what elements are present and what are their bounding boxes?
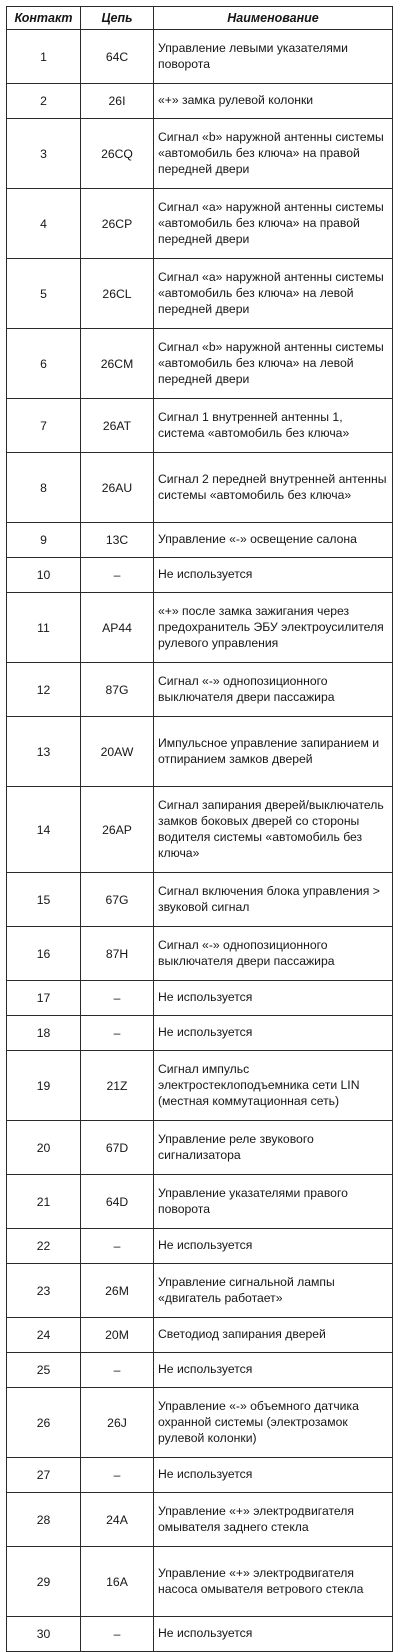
circuit-cell: 26J [81,1388,154,1458]
circuit-cell: – [81,1617,154,1652]
name-cell: Не используется [154,1617,393,1652]
circuit-cell: 64D [81,1175,154,1229]
table-row [7,787,393,873]
contact-cell: 20 [7,1121,81,1175]
contact-cell: 22 [7,1229,81,1264]
contact-cell: 21 [7,1175,81,1229]
table-row [7,1458,393,1493]
circuit-cell: AP44 [81,593,154,663]
table-row [7,329,393,399]
name-cell: Сигнал «-» однопозиционного выключателя двери пассажира [154,663,393,717]
contact-cell: 30 [7,1617,81,1652]
circuit-cell: 13C [81,523,154,558]
name-cell: Сигнал 2 передней внутренней антенны системы «автомобиль без ключа» [154,453,393,523]
name-cell: Сигнал «-» однопозиционного выключателя двери пассажира [154,927,393,981]
contact-cell: 8 [7,453,81,523]
circuit-cell: – [81,1229,154,1264]
table-row [7,30,393,84]
contact-cell: 5 [7,259,81,329]
name-cell: Не используется [154,558,393,593]
contact-cell: 23 [7,1264,81,1318]
circuit-cell: – [81,1458,154,1493]
circuit-cell: – [81,1016,154,1051]
table-row [7,1388,393,1458]
contact-cell: 15 [7,873,81,927]
name-cell: Сигнал включения блока управления > звуковой сигнал [154,873,393,927]
table-row [7,259,393,329]
table-row [7,1121,393,1175]
table-row [7,717,393,787]
circuit-cell: 20M [81,1318,154,1353]
circuit-cell: 21Z [81,1051,154,1121]
header-name: Наименование [154,7,393,30]
name-cell: Сигнал «b» наружной антенны системы «автомобиль без ключа» на правой передней двери [154,119,393,189]
circuit-cell: 26CM [81,329,154,399]
name-cell: «+» после замка зажигания через предохранитель ЭБУ электроусилителя рулевого управления [154,593,393,663]
circuit-cell: 26CP [81,189,154,259]
table-row [7,189,393,259]
circuit-cell: 16A [81,1547,154,1617]
contact-cell: 29 [7,1547,81,1617]
contact-cell: 25 [7,1353,81,1388]
name-cell: Не используется [154,1229,393,1264]
circuit-cell: – [81,1353,154,1388]
table-row [7,1016,393,1051]
contact-cell: 11 [7,593,81,663]
contact-cell: 6 [7,329,81,399]
table-row [7,1264,393,1318]
contact-cell: 3 [7,119,81,189]
table-row [7,1175,393,1229]
name-cell: «+» замка рулевой колонки [154,84,393,119]
header-contact: Контакт [7,7,81,30]
contact-cell: 14 [7,787,81,873]
circuit-cell: 64C [81,30,154,84]
name-cell: Сигнал «b» наружной антенны системы «автомобиль без ключа» на левой передней двери [154,329,393,399]
contact-cell: 2 [7,84,81,119]
contact-cell: 4 [7,189,81,259]
contact-cell: 27 [7,1458,81,1493]
table-row [7,1051,393,1121]
contact-cell: 12 [7,663,81,717]
name-cell: Сигнал импульс электростеклоподъемника сети LIN (местная коммутационная сеть) [154,1051,393,1121]
contact-cell: 24 [7,1318,81,1353]
circuit-cell: 67G [81,873,154,927]
name-cell: Сигнал 1 внутренней антенны 1, система «автомобиль без ключа» [154,399,393,453]
circuit-cell: – [81,558,154,593]
table-row [7,84,393,119]
circuit-cell: 87G [81,663,154,717]
circuit-cell: 26CQ [81,119,154,189]
table-row [7,1229,393,1264]
name-cell: Управление «+» электродвигателя омывателя заднего стекла [154,1493,393,1547]
contact-cell: 16 [7,927,81,981]
name-cell: Не используется [154,1016,393,1051]
name-cell: Управление «-» освещение салона [154,523,393,558]
circuit-cell: – [81,981,154,1016]
circuit-cell: 26CL [81,259,154,329]
table-row [7,119,393,189]
circuit-cell: 87H [81,927,154,981]
contact-cell: 17 [7,981,81,1016]
name-cell: Не используется [154,981,393,1016]
name-cell: Светодиод запирания дверей [154,1318,393,1353]
table-row [7,1318,393,1353]
table-row [7,981,393,1016]
table-row [7,1547,393,1617]
table-row [7,1493,393,1547]
contact-cell: 9 [7,523,81,558]
table-row [7,453,393,523]
name-cell: Импульсное управление запиранием и отпиранием замков дверей [154,717,393,787]
circuit-cell: 26AT [81,399,154,453]
circuit-cell: 26AP [81,787,154,873]
name-cell: Управление реле звукового сигнализатора [154,1121,393,1175]
table-row [7,873,393,927]
table-row [7,1353,393,1388]
pinout-table [6,6,393,1652]
circuit-cell: 24A [81,1493,154,1547]
name-cell: Управление «+» электродвигателя насоса омывателя ветрового стекла [154,1547,393,1617]
table-row [7,1617,393,1652]
contact-cell: 28 [7,1493,81,1547]
name-cell: Управление левыми указателями поворота [154,30,393,84]
name-cell: Не используется [154,1353,393,1388]
circuit-cell: 26I [81,84,154,119]
contact-cell: 18 [7,1016,81,1051]
name-cell: Сигнал «a» наружной антенны системы «автомобиль без ключа» на правой передней двери [154,189,393,259]
table-row [7,399,393,453]
circuit-cell: 26AU [81,453,154,523]
circuit-cell: 20AW [81,717,154,787]
contact-cell: 26 [7,1388,81,1458]
contact-cell: 1 [7,30,81,84]
header-circuit: Цепь [81,7,154,30]
name-cell: Сигнал «a» наружной антенны системы «автомобиль без ключа» на левой передней двери [154,259,393,329]
table-row [7,593,393,663]
table-header-row [7,7,393,30]
name-cell: Сигнал запирания дверей/выключатель замков боковых дверей со стороны водителя системы «автомобиль без ключа» [154,787,393,873]
name-cell: Управление «-» объемного датчика охранной системы (электрозамок рулевой колонки) [154,1388,393,1458]
contact-cell: 19 [7,1051,81,1121]
contact-cell: 13 [7,717,81,787]
table-row [7,558,393,593]
table-row [7,927,393,981]
contact-cell: 7 [7,399,81,453]
table-row [7,663,393,717]
circuit-cell: 26M [81,1264,154,1318]
table-row [7,523,393,558]
name-cell: Не используется [154,1458,393,1493]
name-cell: Управление указателями правого поворота [154,1175,393,1229]
circuit-cell: 67D [81,1121,154,1175]
contact-cell: 10 [7,558,81,593]
name-cell: Управление сигнальной лампы «двигатель работает» [154,1264,393,1318]
